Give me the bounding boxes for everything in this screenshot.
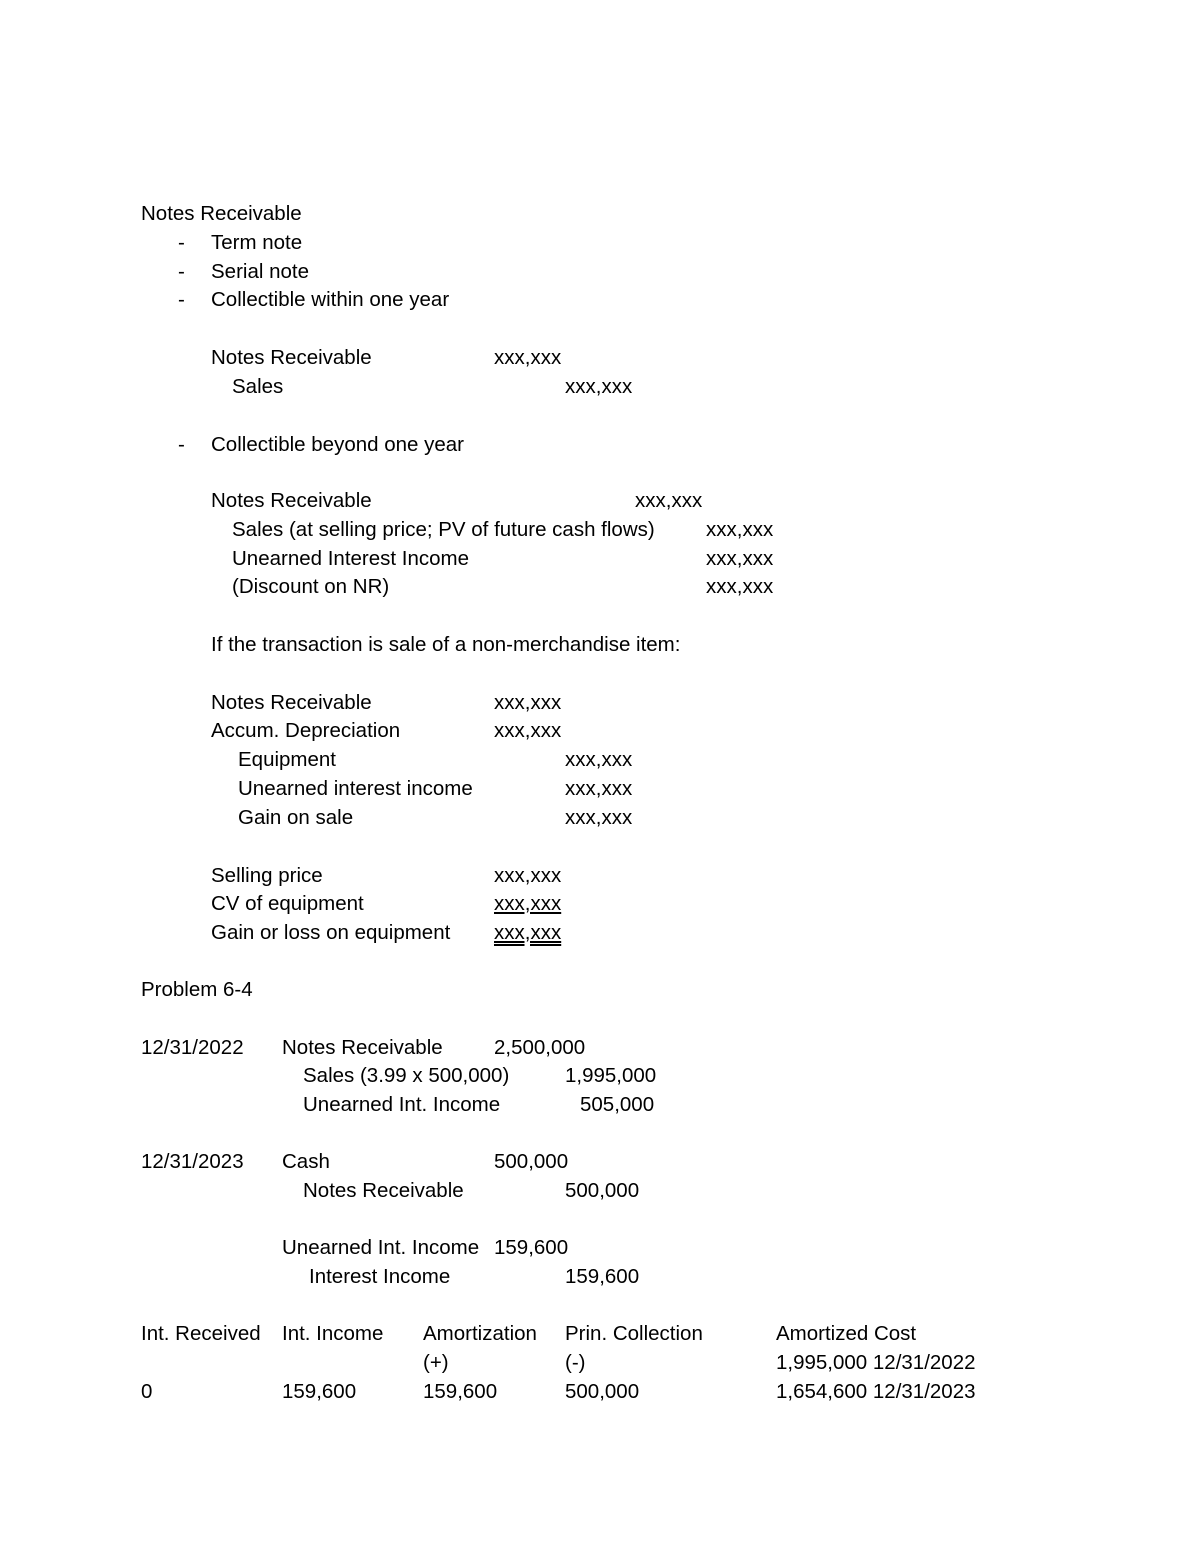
schedule-subheader: 1,995,000 12/31/2022	[776, 1351, 976, 1374]
schedule-cell: 159,600	[282, 1380, 357, 1403]
entry3-credit-account: Equipment	[238, 748, 337, 771]
entry3-credit-amount: xxx,xxx	[565, 748, 633, 771]
bullet-within-one-year: Collectible within one year	[211, 288, 450, 311]
entry2-credit-amount: xxx,xxx	[706, 575, 774, 598]
journal-credit-amount: 1,995,000	[565, 1064, 657, 1087]
schedule-cell: 0	[141, 1380, 153, 1403]
journal-date: 12/31/2023	[141, 1150, 244, 1173]
schedule-cell: 159,600	[423, 1380, 498, 1403]
bullet-dash: -	[178, 260, 185, 283]
schedule-header: Int. Received	[141, 1322, 261, 1345]
gain-amount: xxx,xxx	[494, 892, 562, 915]
entry2-credit-amount: xxx,xxx	[706, 547, 774, 570]
schedule-header: Prin. Collection	[565, 1322, 703, 1345]
bullet-beyond-one-year: Collectible beyond one year	[211, 433, 464, 456]
entry2-credit-account: Unearned Interest Income	[232, 547, 470, 570]
schedule-subheader: (+)	[423, 1351, 449, 1374]
journal-credit-amount: 159,600	[565, 1265, 640, 1288]
entry3-debit-account: Notes Receivable	[211, 691, 372, 714]
nonmerch-intro: If the transaction is sale of a non-merchandise item:	[211, 633, 681, 656]
journal-debit-account: Notes Receivable	[282, 1036, 443, 1059]
entry1-credit-account: Sales	[232, 375, 284, 398]
bullet-dash: -	[178, 231, 185, 254]
page-heading: Notes Receivable	[141, 202, 302, 225]
journal-debit-account: Cash	[282, 1150, 330, 1173]
bullet-dash: -	[178, 288, 185, 311]
schedule-cell: 500,000	[565, 1380, 640, 1403]
gain-label: CV of equipment	[211, 892, 364, 915]
gain-label: Gain or loss on equipment	[211, 921, 451, 944]
entry3-debit-account: Accum. Depreciation	[211, 719, 401, 742]
entry3-debit-amount: xxx,xxx	[494, 719, 562, 742]
entry2-credit-account: Sales (at selling price; PV of future cash flows)	[232, 518, 655, 541]
journal-debit-amount: 159,600	[494, 1236, 569, 1259]
journal-debit-amount: 2,500,000	[494, 1036, 586, 1059]
bullet-dash: -	[178, 433, 185, 456]
entry2-credit-amount: xxx,xxx	[706, 518, 774, 541]
journal-debit-account: Unearned Int. Income	[282, 1236, 480, 1259]
bullet-term-note: Term note	[211, 231, 303, 254]
gain-amount: xxx,xxx	[494, 864, 562, 887]
entry2-credit-account: (Discount on NR)	[232, 575, 390, 598]
journal-credit-amount: 500,000	[565, 1179, 640, 1202]
journal-credit-account: Sales (3.99 x 500,000)	[303, 1064, 510, 1087]
journal-credit-account: Interest Income	[309, 1265, 451, 1288]
entry1-credit-amount: xxx,xxx	[565, 375, 633, 398]
journal-credit-account: Unearned Int. Income	[303, 1093, 501, 1116]
gain-label: Selling price	[211, 864, 323, 887]
entry3-credit-account: Gain on sale	[238, 806, 354, 829]
schedule-header: Int. Income	[282, 1322, 384, 1345]
journal-date: 12/31/2022	[141, 1036, 244, 1059]
entry1-debit-amount: xxx,xxx	[494, 346, 562, 369]
entry3-debit-amount: xxx,xxx	[494, 691, 562, 714]
gain-amount-total: xxx,xxx	[494, 921, 562, 944]
problem-title: Problem 6-4	[141, 978, 253, 1001]
schedule-cell: 1,654,600 12/31/2023	[776, 1380, 976, 1403]
schedule-subheader: (-)	[565, 1351, 586, 1374]
journal-credit-account: Notes Receivable	[303, 1179, 464, 1202]
entry3-credit-account: Unearned interest income	[238, 777, 473, 800]
bullet-serial-note: Serial note	[211, 260, 310, 283]
entry3-credit-amount: xxx,xxx	[565, 806, 633, 829]
entry3-credit-amount: xxx,xxx	[565, 777, 633, 800]
journal-debit-amount: 500,000	[494, 1150, 569, 1173]
schedule-header: Amortized Cost	[776, 1322, 917, 1345]
entry2-debit-account: Notes Receivable	[211, 489, 372, 512]
entry2-debit-amount: xxx,xxx	[635, 489, 703, 512]
journal-credit-amount: 505,000	[580, 1093, 655, 1116]
entry1-debit-account: Notes Receivable	[211, 346, 372, 369]
schedule-header: Amortization	[423, 1322, 537, 1345]
